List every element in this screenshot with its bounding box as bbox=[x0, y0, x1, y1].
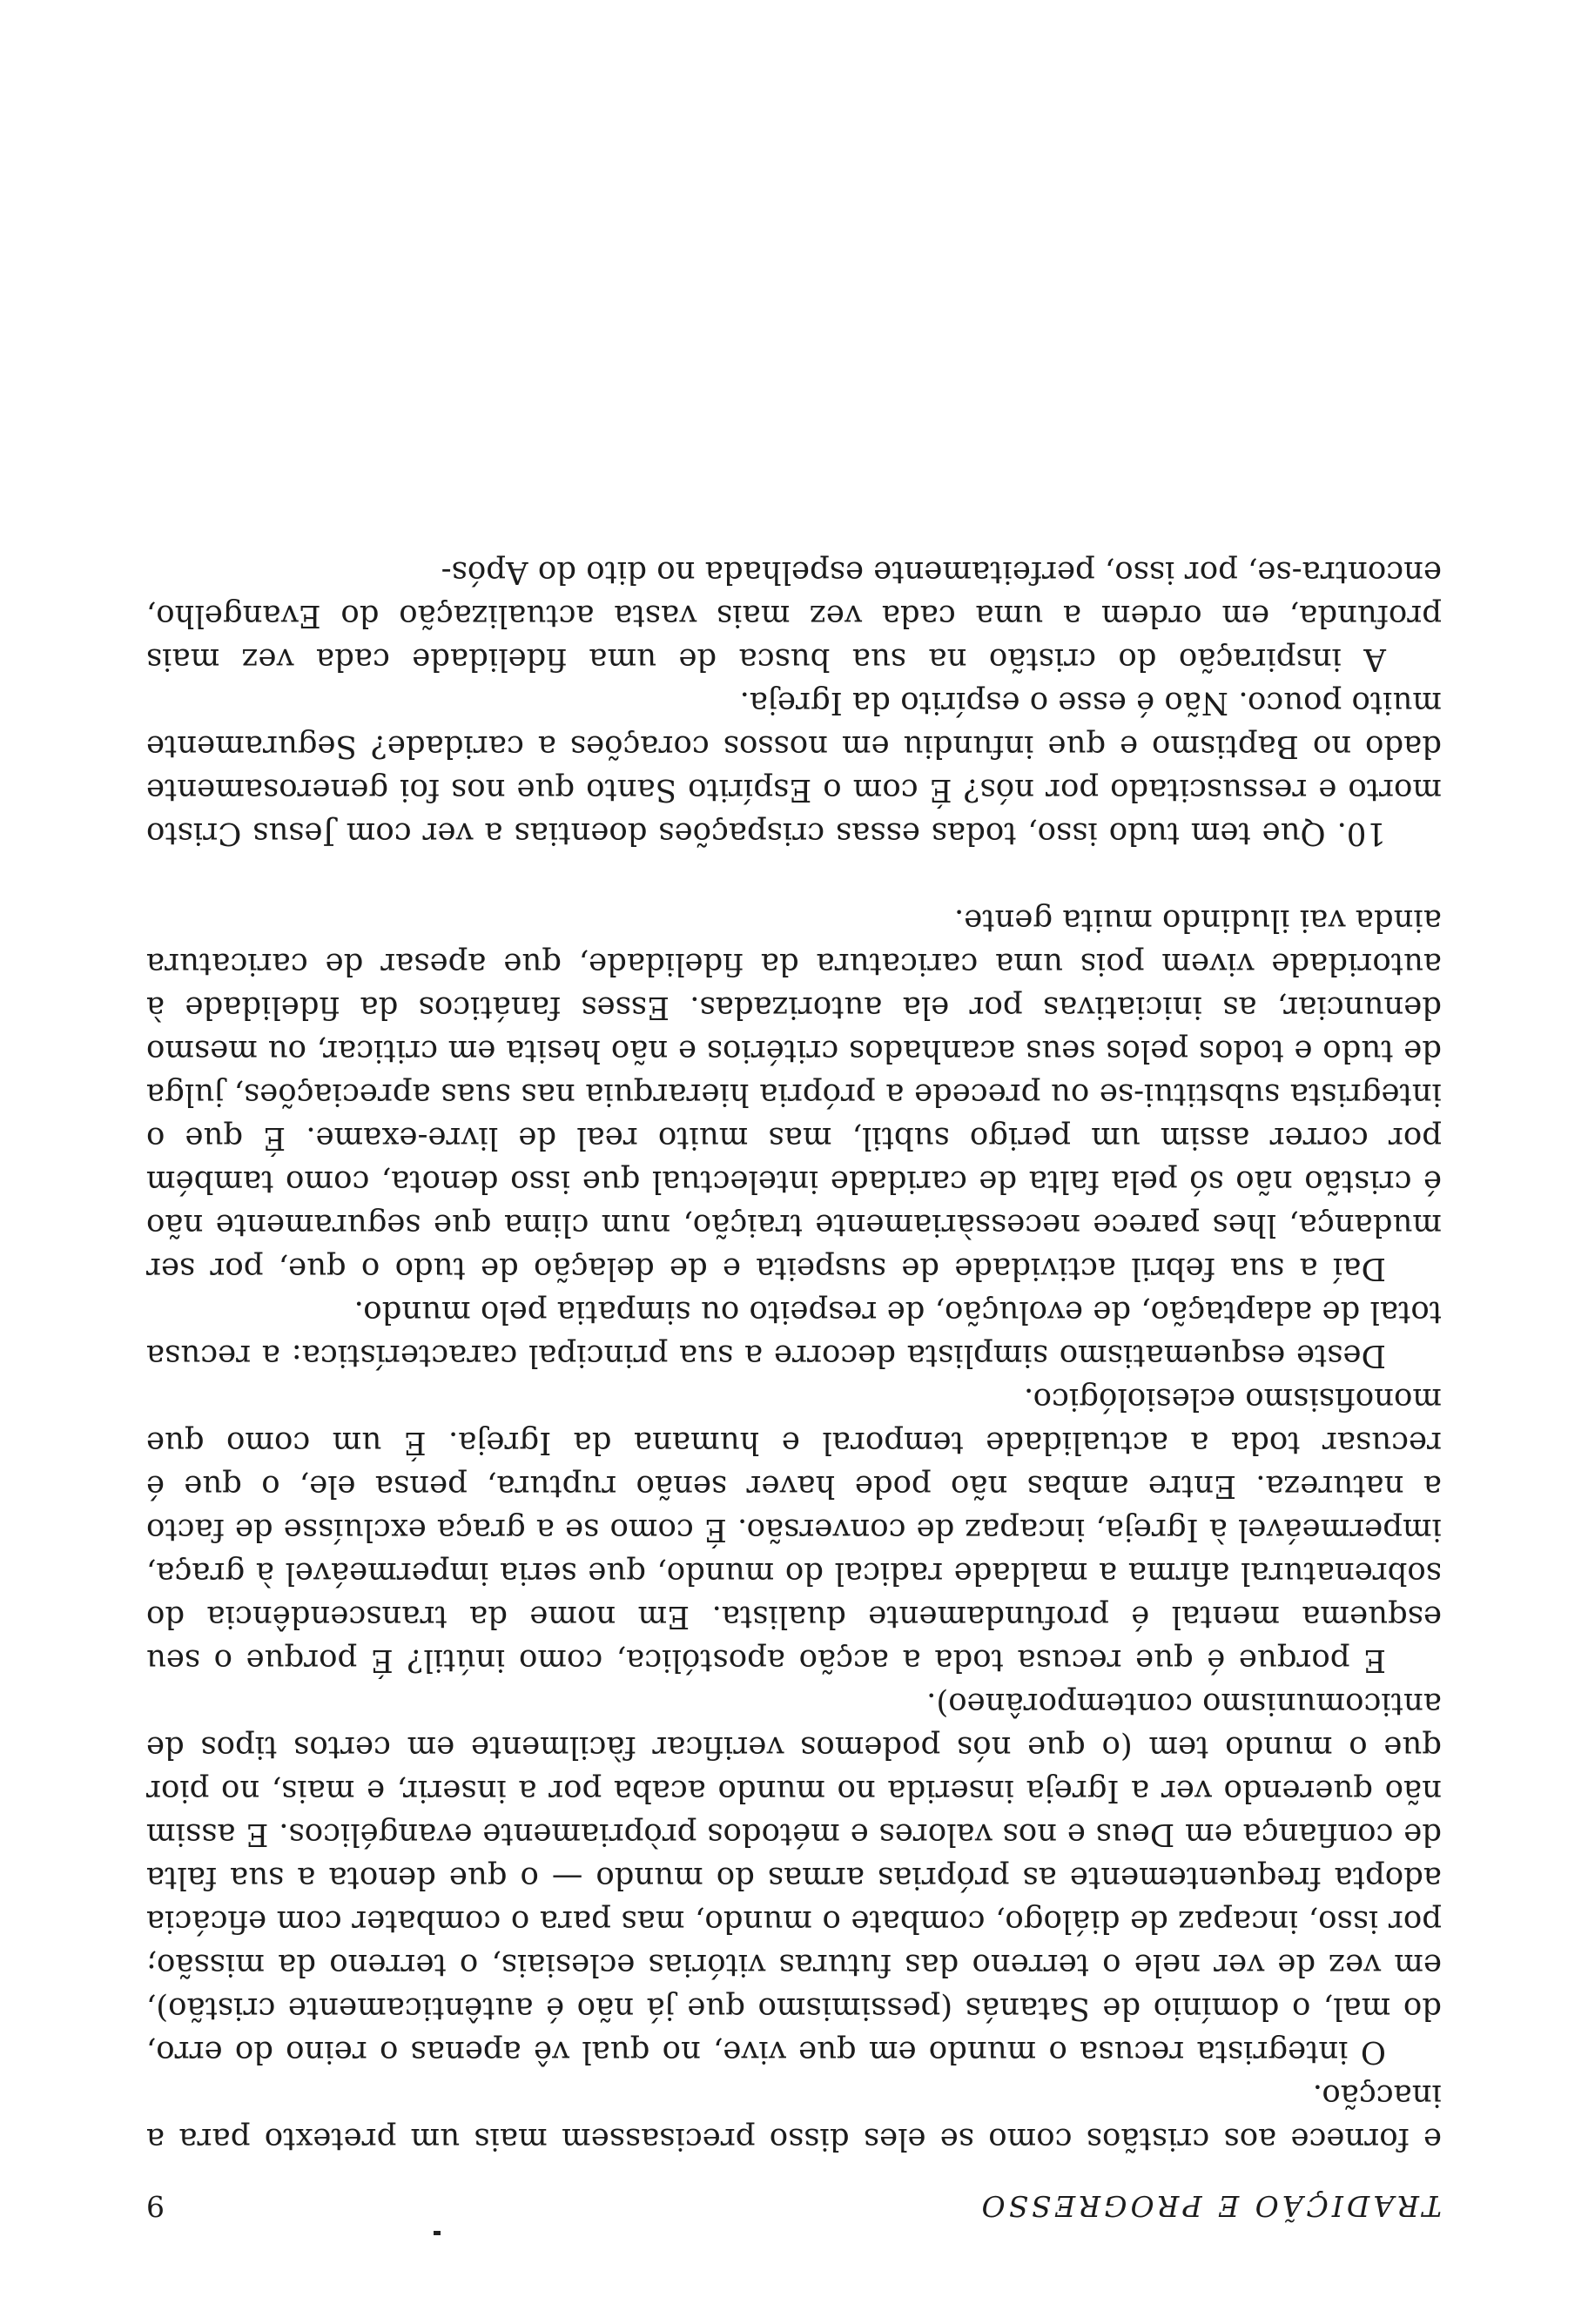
page-number: 9 bbox=[146, 2189, 165, 2223]
paragraph-suspeita: Daí a sua febril actividade de suspeita e de delação de tudo o que, por ser mudança, lhes parece necessàriamente traição, num clima que seguramente não é cristão não só pela falta de caridade intelectual que isso denota, como também por correr assim um perigo subtil, mas muito real de livre-exame. É que o integrista substitui-se ou precede a própria hierarquia nas suas apreciações, julga de tudo e todos pelos seus acanhados critérios e não hesita em criticar, ou mesmo denunciar, as iniciativas por ela autorizadas. Esses fanáticos da fidelidade à autoridade vivem pois uma caricatura da fidelidade, que apesar de caricatura ainda vai iludindo muita gente. bbox=[146, 903, 1442, 1286]
paragraph-dualismo: E porque é que recusa toda a acção apostólica, como inútil? É porque o seu esquema mental é profundamente dualista. Em nome da transcendência do sobrenatural afirma a maldade radical do mundo, que seria impermeável à graça, impermeável à Igreja, incapaz de conversão. É como se a graça excluísse de facto a natureza. Entre ambas não pode haver senão ruptura, pensa ele, o que é recusar toda a actualidade temporal e humana da Igreja. É um como que monofisismo eclesiológico. bbox=[146, 1381, 1442, 1678]
body-text bbox=[146, 550, 1442, 2160]
ink-mark bbox=[434, 2231, 441, 2235]
paragraph-inspiracao: A inspiração do cristão na sua busca de uma fidelidade cada vez mais profunda, em ordem a uma cada vez mais vasta actualização do Evangelho, encontra-se, por isso, perfeitamente espelhada no dito do Após- bbox=[146, 554, 1442, 677]
paragraph-continuation: e fornece aos cristãos como se eles disso precisassem mais um pretexto para a inacção. bbox=[146, 2078, 1442, 2157]
page-header bbox=[146, 2188, 1442, 2223]
paragraph-esquematismo: Deste esquematismo simplista decorre a sua principal característica: a recusa total de adaptação, de evolução, de respeito ou simpatia pelo mundo. bbox=[146, 1294, 1442, 1374]
paragraph-integrista-recusa: O integrista recusa o mundo em que vive, no qual vê apenas o reino do erro, do mal, o domínio de Satanás (pessimismo que já não é autênticamente cristão), em vez de ver nele o terreno das futuras vitórias eclesiais, o terreno da missão; por isso, incapaz de diálogo, combate o mundo, mas para o combater com eficácia adopta frequentemente as próprias armas do mundo — o que denota a sua falta de confiança em Deus e nos valores e métodos pròpriamente evangélicos. E assim não querendo ver a Igreja inserida no mundo acaba por a inserir, e mais, no pior que o mundo tem (o que nós podemos verificar fàcilmente em certos tipos de anticomunismo contemporâneo). bbox=[146, 1686, 1442, 2070]
running-title: TRADIÇÃO E PROGRESSO bbox=[978, 2189, 1442, 2223]
paragraph-section-10: 10. Que tem tudo isso, todas essas crispações doentias a ver com Jesus Cristo morto e ressuscitado por nós? É com o Espírito Santo que nos foi generosamente dado no Baptismo e que infundiu em nossos corações a caridade? Seguramente muito pouco. Não é esse o espírito da Igreja. bbox=[146, 685, 1442, 851]
